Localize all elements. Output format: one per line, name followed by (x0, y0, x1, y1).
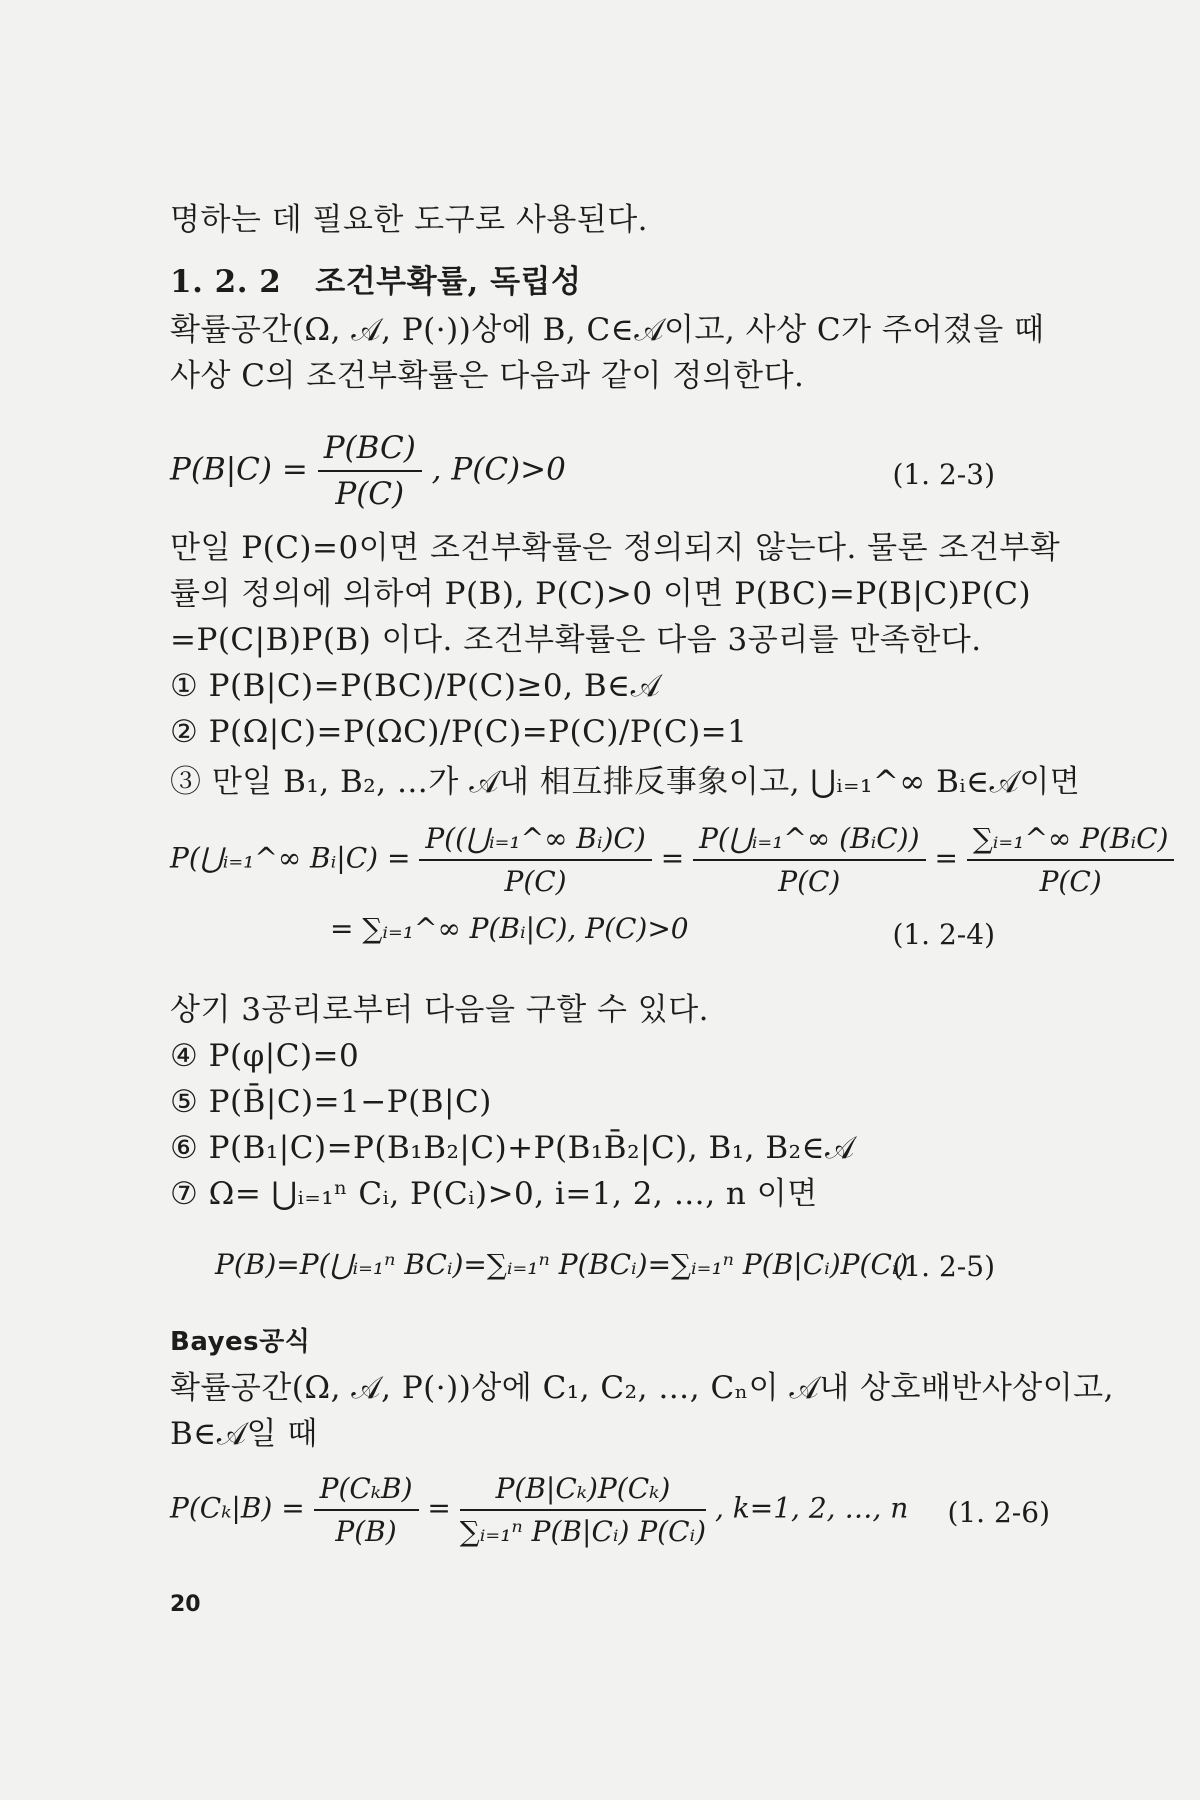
eq6-fraction-2 (460, 1472, 706, 1548)
axiom-3: ③ 만일 B₁, B₂, …가 𝒜내 相互排反事象이고, ⋃ᵢ₌₁^∞ Bᵢ∈𝒜이면 (170, 764, 1081, 800)
eq3-number: (1. 2-3) (892, 458, 995, 491)
eq4-fraction-3 (967, 822, 1175, 898)
eq4-fraction-1 (419, 822, 651, 898)
eq4-frac1-num: P((⋃ᵢ₌₁^∞ Bᵢ)C) (419, 822, 651, 861)
eq4-lhs: P(⋃ᵢ₌₁^∞ Bᵢ|C) = (170, 841, 411, 875)
eq6-number: (1. 2-6) (947, 1496, 1050, 1529)
derived-intro: 상기 3공리로부터 다음을 구할 수 있다. (170, 992, 710, 1028)
eq3-denominator: P(C) (335, 476, 405, 512)
derived-7: ⑦ Ω= ⋃ᵢ₌₁ⁿ Cᵢ, P(Cᵢ)>0, i=1, 2, …, n 이면 (170, 1176, 818, 1212)
eq3-condition: , P(C)>0 (431, 451, 566, 488)
eq4-frac2-den: P(C) (778, 865, 841, 898)
eq5-number: (1. 2-5) (892, 1250, 995, 1283)
eq4-fraction-2 (693, 822, 925, 898)
paragraph-line-3: =P(C|B)P(B) 이다. 조건부확률은 다음 3공리를 만족한다. (170, 622, 982, 658)
axiom-1: ① P(B|C)=P(BC)/P(C)≥0, B∈𝒜 (170, 668, 661, 704)
page-number: 20 (170, 1592, 201, 1617)
definition-line-1: 확률공간(Ω, 𝒜, P(·))상에 B, C∈𝒜이고, 사상 C가 주어졌을 때 (170, 312, 1045, 348)
eq4-number: (1. 2-4) (892, 918, 995, 951)
eq4-frac1-den: P(C) (504, 865, 567, 898)
eq6-frac2-den: ∑ᵢ₌₁ⁿ P(B|Cᵢ) P(Cᵢ) (459, 1515, 707, 1548)
section-number: 1. 2. 2 (170, 264, 282, 300)
eq6-frac2-num: P(B|Cₖ)P(Cₖ) (460, 1472, 706, 1511)
eq6-fraction-1 (314, 1472, 419, 1548)
equation-1-2-4: P(⋃ᵢ₌₁^∞ Bᵢ|C) = $\frac{\text{P((⋃ᵢ₌₁\textasciicircum{}∞ Bᵢ)C)}}{P(C)}$ = $\frac{\text{P(⋃ᵢ₌₁\textasciicircum{}∞ (BᵢC))}}{P(C)}$ = $\frac{\text{∑ᵢ₌₁\textasciicircum{}∞ P(BᵢC)}}{P(C)}$ (170, 822, 1174, 898)
section-title: 조건부확률, 독립성 (315, 264, 582, 300)
bayes-title: Bayes공식 (170, 1327, 311, 1357)
eq4-frac2-num: P(⋃ᵢ₌₁^∞ (BᵢC)) (693, 822, 925, 861)
derived-4: ④ P(φ|C)=0 (170, 1038, 360, 1074)
axiom-2: ② P(Ω|C)=P(ΩC)/P(C)=P(C)/P(C)=1 (170, 714, 748, 750)
intro-line: 명하는 데 필요한 도구로 사용된다. (170, 202, 649, 238)
section-heading (170, 262, 581, 302)
definition-line-2: 사상 C의 조건부확률은 다음과 같이 정의한다. (170, 358, 805, 394)
eq4-frac3-num: ∑ᵢ₌₁^∞ P(BᵢC) (967, 822, 1175, 861)
eq3-fraction (318, 430, 422, 512)
eq4-line-2: = ∑ᵢ₌₁^∞ P(Bᵢ|C), P(C)>0 (330, 912, 689, 945)
bayes-line-2: B∈𝒜일 때 (170, 1416, 318, 1452)
paragraph-line-2: 률의 정의에 의하여 P(B), P(C)>0 이면 P(BC)=P(B|C)P(C) (170, 576, 1032, 612)
paragraph-line-1: 만일 P(C)=0이면 조건부확률은 정의되지 않는다. 물론 조건부확 (170, 530, 1061, 566)
derived-6: ⑥ P(B₁|C)=P(B₁B₂|C)+P(B₁B̄₂|C), B₁, B₂∈𝒜 (170, 1130, 855, 1166)
eq3-lhs: P(B|C) = (170, 451, 308, 488)
equation-1-2-6: P(Cₖ|B) = $\frac{\text{P(CₖB)}}{P(B)}$ = $\frac{\text{P(B|Cₖ)P(Cₖ)}}{\text{∑ᵢ₌₁ⁿ P(B|Cᵢ) P(Cᵢ)}}$ , k=1, 2, …, n (170, 1472, 909, 1548)
eq6-condition: , k=1, 2, …, n (714, 1491, 909, 1525)
eq6-lhs: P(Cₖ|B) = (170, 1491, 305, 1525)
eq6-frac1-den: P(B) (335, 1515, 397, 1548)
bayes-line-1: 확률공간(Ω, 𝒜, P(·))상에 C₁, C₂, …, Cₙ이 𝒜내 상호배반사상이고, (170, 1370, 1114, 1406)
equation-1-2-3 (170, 430, 566, 512)
equation-1-2-5: P(B)=P(⋃ᵢ₌₁ⁿ BCᵢ)=∑ᵢ₌₁ⁿ P(BCᵢ)=∑ᵢ₌₁ⁿ P(B|Cᵢ)P(Cᵢ) (215, 1248, 909, 1281)
eq4-frac3-den: P(C) (1039, 865, 1102, 898)
eq6-frac1-num: P(CₖB) (314, 1472, 419, 1511)
eq3-numerator: P(BC) (318, 430, 422, 472)
derived-5: ⑤ P(B̄|C)=1−P(B|C) (170, 1084, 492, 1120)
